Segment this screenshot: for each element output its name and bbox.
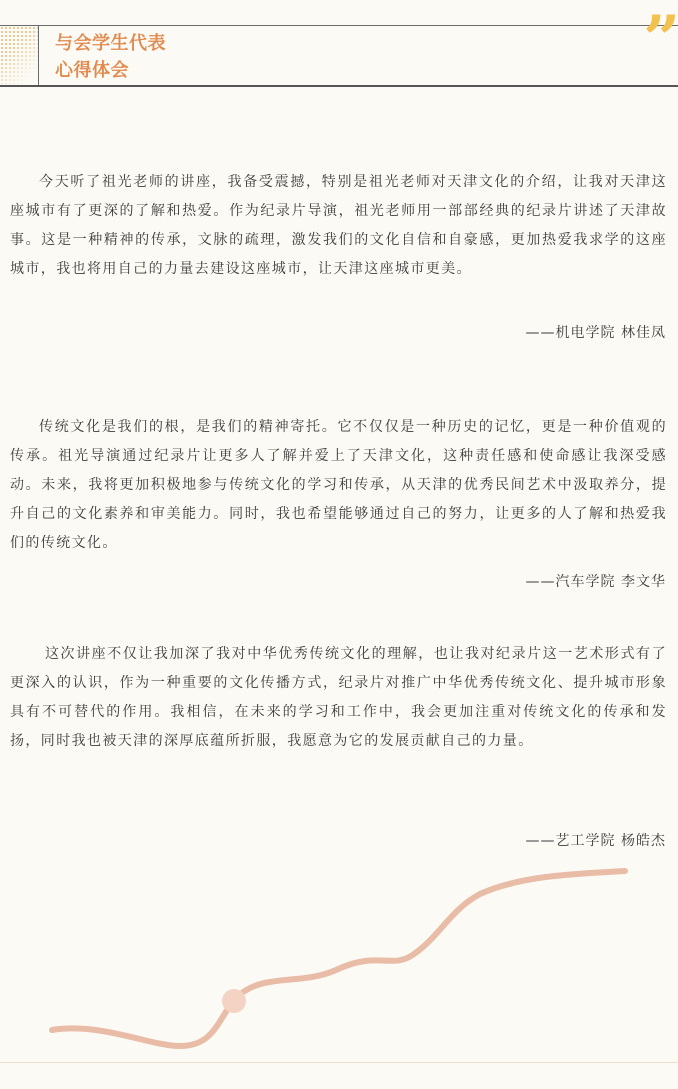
section-title bbox=[55, 30, 166, 84]
testimonial-signature-1: ——机电学院 林佳凤 bbox=[525, 325, 666, 341]
section-header bbox=[0, 2, 678, 88]
section-title-line-1: 与会学生代表 bbox=[55, 33, 166, 54]
wave-decoration bbox=[0, 850, 678, 1089]
header-bottom-rule bbox=[0, 85, 678, 87]
testimonial-paragraph-2: 传统文化是我们的根，是我们的精神寄托。它不仅仅是一种历史的记忆，更是一种价值观的传承。祖光导演通过纪录片让更多人了解并爱上了天津文化，这种责任感和使命感让我深受感动。未来，我将更加积极地参与传统文化的学习和传承，从天津的优秀民间艺术中汲取养分，提升自己的文化素养和审美能力。同时，我也希望能够通过自己的努力，让更多的人了解和热爱我们的传统文化。 bbox=[10, 419, 667, 551]
testimonial-paragraph-1: 今天听了祖光老师的讲座，我备受震撼，特别是祖光老师对天津文化的介绍，让我对天津这座城市有了更深的了解和热爱。作为纪录片导演，祖光老师用一部部经典的纪录片讲述了天津故事。这是一种精神的传承，文脉的疏理，激发我们的文化自信和自豪感，更加热爱我求学的这座城市，我也将用自己的力量去建设这座城市，让天津这座城市更美。 bbox=[10, 174, 667, 277]
header-divider bbox=[38, 26, 39, 85]
section-title-line-2: 心得体会 bbox=[55, 60, 129, 81]
testimonial-signature-2: ——汽车学院 李文华 bbox=[525, 574, 666, 590]
wave-line bbox=[52, 871, 625, 1046]
wave-dot bbox=[222, 989, 246, 1013]
quote-mark-icon: ” bbox=[643, 2, 674, 77]
header-top-rule bbox=[0, 25, 678, 26]
dot-pattern-fade bbox=[0, 26, 38, 84]
footer-rule bbox=[0, 1062, 678, 1063]
testimonial-signature-3: ——艺工学院 杨皓杰 bbox=[525, 833, 666, 849]
testimonial-paragraph-3: 这次讲座不仅让我加深了我对中华优秀传统文化的理解，也让我对纪录片这一艺术形式有了更深入的认识，作为一种重要的文化传播方式，纪录片对推广中华优秀传统文化、提升城市形象具有不可替代的作用。我相信，在未来的学习和工作中，我会更加注重对传统文化的传承和发扬，同时我也被天津的深厚底蕴所折服，我愿意为它的发展贡献自己的力量。 bbox=[10, 646, 667, 749]
